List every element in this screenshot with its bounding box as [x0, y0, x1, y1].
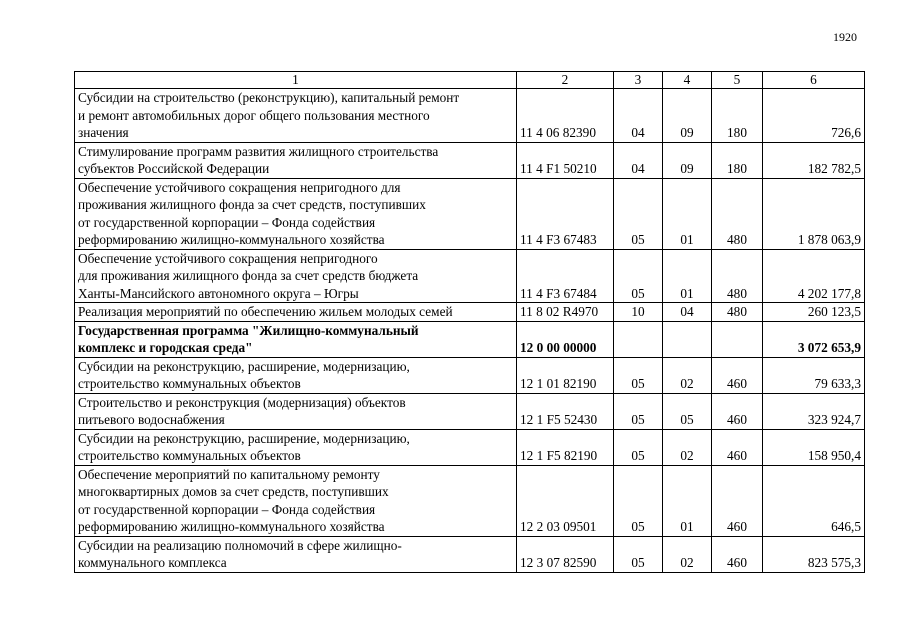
- column-header: 5: [712, 72, 763, 89]
- row-section: 05: [614, 178, 663, 249]
- row-name: [75, 178, 517, 249]
- row-section: 04: [614, 89, 663, 143]
- row-section: 05: [614, 393, 663, 429]
- row-name-line: Обеспечение устойчивого сокращения непригодного: [78, 250, 378, 266]
- row-subsection: 05: [663, 393, 712, 429]
- table-row: [75, 303, 865, 322]
- row-name-line: многоквартирных домов за счет средств, поступивших: [78, 484, 389, 499]
- row-name: [75, 321, 517, 357]
- row-expense-type: 460: [712, 357, 763, 393]
- row-subsection: 04: [663, 303, 712, 322]
- table-header-row: [75, 72, 865, 89]
- row-expense-type: 480: [712, 303, 763, 322]
- row-amount: 158 950,4: [763, 429, 865, 465]
- row-name-line: Государственная программа "Жилищно-коммунальный: [78, 322, 419, 338]
- row-name: [75, 429, 517, 465]
- row-subsection: 02: [663, 357, 712, 393]
- row-amount: 4 202 177,8: [763, 249, 865, 303]
- row-amount: 182 782,5: [763, 142, 865, 178]
- row-expense-type: [712, 321, 763, 357]
- row-code: 11 8 02 R4970: [517, 303, 614, 322]
- row-code: 11 4 06 82390: [517, 89, 614, 143]
- page-number: 1920: [833, 30, 857, 44]
- row-expense-type: 180: [712, 89, 763, 143]
- row-subsection: 02: [663, 536, 712, 572]
- row-amount: 323 924,7: [763, 393, 865, 429]
- row-subsection: 09: [663, 142, 712, 178]
- row-name: [75, 393, 517, 429]
- row-expense-type: 460: [712, 465, 763, 536]
- row-name-line: и ремонт автомобильных дорог общего пользования местного: [78, 107, 430, 123]
- row-section: 05: [614, 429, 663, 465]
- row-name-line: коммунального комплекса: [78, 555, 227, 570]
- table-row: [75, 393, 865, 429]
- row-name-line: Субсидии на строительство (реконструкцию), капитальный ремонт: [78, 90, 460, 105]
- row-section: 04: [614, 142, 663, 178]
- column-header: 4: [663, 72, 712, 89]
- row-section: 05: [614, 357, 663, 393]
- column-header: 2: [517, 72, 614, 89]
- row-name-line: Субсидии на реконструкцию, расширение, модернизацию,: [78, 430, 410, 446]
- table-row: [75, 178, 865, 249]
- row-name-line: строительство коммунальных объектов: [78, 376, 301, 391]
- row-name-line: Реализация мероприятий по обеспечению жильем молодых семей: [78, 304, 453, 319]
- row-subsection: 01: [663, 249, 712, 303]
- row-name-line: Обеспечение мероприятий по капитальному ремонту: [78, 466, 380, 482]
- row-code: 12 3 07 82590: [517, 536, 614, 572]
- row-code: 11 4 F3 67484: [517, 249, 614, 303]
- table-row: [75, 357, 865, 393]
- row-subsection: 01: [663, 465, 712, 536]
- row-name-line: реформированию жилищно-коммунального хозяйства: [78, 519, 385, 534]
- row-section: 05: [614, 536, 663, 572]
- row-amount: 3 072 653,9: [763, 321, 865, 357]
- table-row: [75, 321, 865, 357]
- row-name-line: Ханты-Мансийского автономного округа – Югры: [78, 285, 359, 301]
- row-section: 10: [614, 303, 663, 322]
- row-name: [75, 536, 517, 572]
- row-name-line: Стимулирование программ развития жилищного строительства: [78, 143, 439, 159]
- row-name-line: Строительство и реконструкция (модернизация) объектов: [78, 394, 406, 410]
- row-code: 11 4 F1 50210: [517, 142, 614, 178]
- column-header: 6: [763, 72, 865, 89]
- row-code: 12 1 F5 52430: [517, 393, 614, 429]
- row-name-line: значения: [78, 125, 129, 140]
- row-amount: 823 575,3: [763, 536, 865, 572]
- row-amount: 646,5: [763, 465, 865, 536]
- row-name-line: субъектов Российской Федерации: [78, 161, 270, 176]
- row-code: 12 1 F5 82190: [517, 429, 614, 465]
- table-row: [75, 465, 865, 536]
- row-name-line: комплекс и городская среда": [78, 340, 253, 355]
- row-amount: 1 878 063,9: [763, 178, 865, 249]
- row-section: [614, 321, 663, 357]
- budget-table: [74, 71, 865, 573]
- column-header: 1: [75, 72, 517, 89]
- table-row: [75, 89, 865, 143]
- table-row: [75, 536, 865, 572]
- row-expense-type: 180: [712, 142, 763, 178]
- row-code: 12 1 01 82190: [517, 357, 614, 393]
- row-name-line: проживания жилищного фонда за счет средств, поступивших: [78, 197, 426, 212]
- table-row: [75, 249, 865, 303]
- table-row: [75, 142, 865, 178]
- row-name: [75, 249, 517, 303]
- row-amount: 260 123,5: [763, 303, 865, 322]
- row-subsection: [663, 321, 712, 357]
- row-name-line: Обеспечение устойчивого сокращения непригодного для: [78, 179, 401, 195]
- row-subsection: 02: [663, 429, 712, 465]
- row-name-line: строительство коммунальных объектов: [78, 448, 301, 463]
- row-name-line: для проживания жилищного фонда за счет средств бюджета: [78, 268, 419, 283]
- row-name-line: реформированию жилищно-коммунального хозяйства: [78, 232, 385, 247]
- row-name: [75, 357, 517, 393]
- row-expense-type: 480: [712, 249, 763, 303]
- row-name-line: от государственной корпорации – Фонда содействия: [78, 501, 376, 517]
- row-name: [75, 142, 517, 178]
- row-subsection: 01: [663, 178, 712, 249]
- row-name-line: питьевого водоснабжения: [78, 412, 225, 427]
- table-row: [75, 429, 865, 465]
- row-section: 05: [614, 249, 663, 303]
- row-expense-type: 480: [712, 178, 763, 249]
- row-name-line: Субсидии на реализацию полномочий в сфере жилищно-: [78, 537, 402, 553]
- row-amount: 726,6: [763, 89, 865, 143]
- row-expense-type: 460: [712, 393, 763, 429]
- row-name: [75, 465, 517, 536]
- row-name: [75, 303, 517, 322]
- row-name-line: от государственной корпорации – Фонда содействия: [78, 214, 376, 230]
- row-section: 05: [614, 465, 663, 536]
- column-header: 3: [614, 72, 663, 89]
- row-subsection: 09: [663, 89, 712, 143]
- row-name: [75, 89, 517, 143]
- row-expense-type: 460: [712, 429, 763, 465]
- row-expense-type: 460: [712, 536, 763, 572]
- row-code: 12 2 03 09501: [517, 465, 614, 536]
- row-code: 11 4 F3 67483: [517, 178, 614, 249]
- row-code: 12 0 00 00000: [517, 321, 614, 357]
- row-amount: 79 633,3: [763, 357, 865, 393]
- row-name-line: Субсидии на реконструкцию, расширение, модернизацию,: [78, 358, 410, 374]
